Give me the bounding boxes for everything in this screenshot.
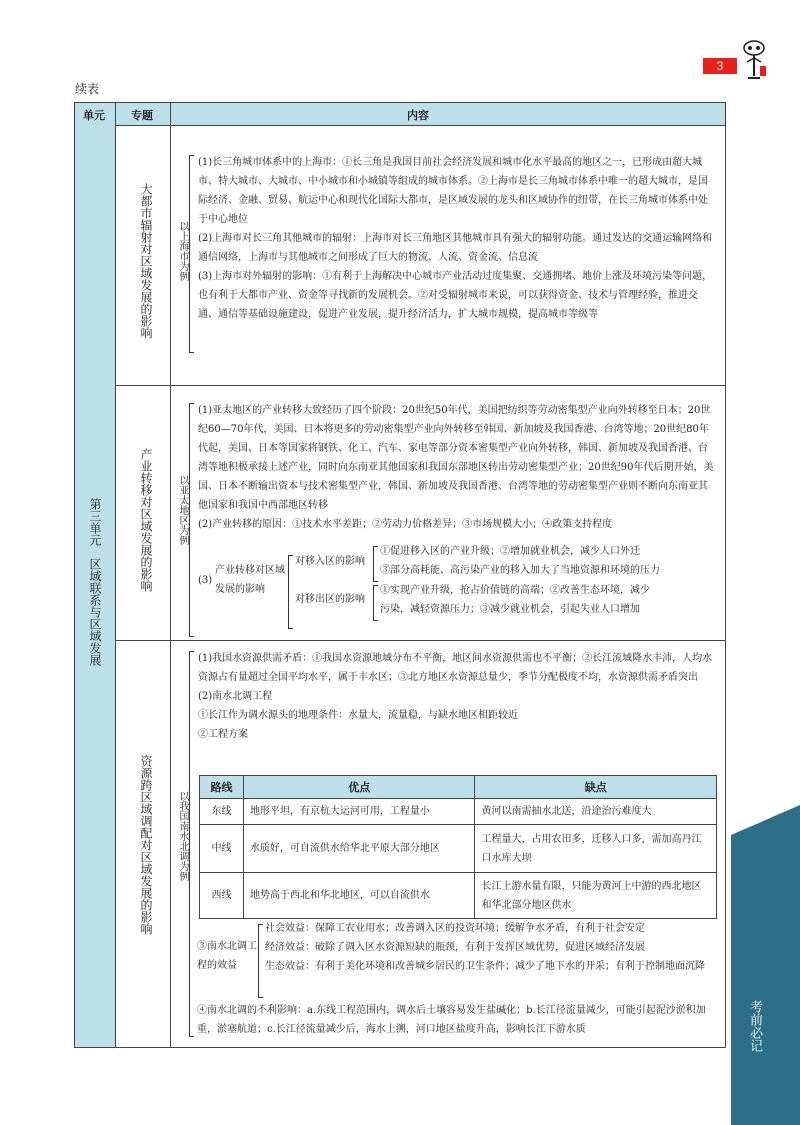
list-item: ①实现产业升级，抢占价值链的高端；②改善生态环境，减少 [380,585,650,596]
unit-name: 第三单元 区域联系与区域发展 [88,498,102,666]
out-items [380,581,710,619]
paragraph: (2)南水北调工程 [198,691,273,702]
paragraph: (1)我国水资源供需矛盾：①我国水资源地域分布不平衡，地区间水资源供需也不平衡；②长江流域降水丰沛，人均水资源占有量超过全国平均水平，属于丰水区；③北方地区水资源总量少，季节分配极度不均，水资源供需矛盾突出 [198,653,713,683]
paragraph: (2)上海市对长三角其他城市的辐射：上海市对长三角地区其他城市具有强大的辐射功能。通过发达的交通运输网络和通信网络，上海市与其他城市之间形成了巨大的物流、人流、资金流、信息流 [198,233,713,263]
paragraph: ②工程方案 [198,729,248,740]
table-header [75,103,725,126]
route-name: 西线 [200,873,244,919]
in-items [380,542,710,580]
cons-header: 缺点 [475,776,717,799]
route-pros: 水质好，可自流供水给华北平原大部分地区 [243,825,475,873]
section-1-example: 以上海市为例 [177,221,188,281]
paragraph: (1)亚太地区的产业转移大致经历了四个阶段：20世纪50年代，美国把纺织等劳动密集型产业向外转移至日本；20世纪60—70年代，美国、日本将更多的劳动密集型产业向外转移至韩国、新加坡及我国香港、台湾等地；20世纪80年代起，美国、日本等国家将钢铁、化工、汽车、家电等部分资本密集型产业向外转移，韩国、新加坡及我国香港、台湾等地积极承接上述产业，同时向东南亚其他国家和我国东部地区转出劳动密集型产业；20世纪90年代后期开始，美国、日本不断输出资本与技术密集型产业，韩国、新加坡及我国香港、台湾等地的劳动密集型产业则不断向东南亚其他国家和我国中西部地区转移 [198,405,714,511]
section-1-content [198,153,716,324]
mascot-icon [738,38,778,82]
route-pros: 地势高于西北和华北地区，可以自流供水 [243,873,475,919]
route-cons: 黄河以南需抽水北送，沿途治污难度大 [475,799,717,825]
table-row [200,799,717,825]
impact-title: 产业转移对区域发展的影响 [215,565,285,595]
route-name: 中线 [200,825,244,873]
route-cons: 长江上游水量有限，只能为黄河上中游的西北地区和华北部分地区供水 [475,873,717,919]
drawbacks: ④南水北调的不利影响：a.东线工程范围内，调水后土壤容易发生盐碱化；b.长江径流量减少，可能引起泥沙淤积加重，淤塞航道；c.长江径流量减少后，海水上溯，河口地区盐度升高，影响长江下游水质 [197,1005,706,1035]
out-label: 对移出区的影响 [295,594,365,605]
impact-label: (3) [198,575,213,586]
list-item: 社会效益：保障工农业用水；改善调入区的投资环境；缓解争水矛盾，有利于社会安定 [265,923,645,934]
paragraph: (2)产业转移的原因：①技术水平差距；②劳动力价格差异；③市场规模大小；④政策支持程度 [198,519,613,530]
list-item: ③部分高耗能、高污染产业的移入加大了当地资源和环境的压力 [380,565,660,576]
table-row [200,873,717,919]
paragraph: ①长江作为调水源头的地理条件：水量大，流量稳，与缺水地区相距较近 [198,710,518,721]
route-cons: 工程量大，占用农田多，迁移人口多，需加高丹江口水库大坝 [475,825,717,873]
table-row [200,825,717,873]
in-label: 对移入区的影响 [295,556,365,567]
section-2-content [198,401,716,534]
list-item: 生态效益：有利于美化环境和改善城乡居民的卫生条件；减少了地下水的开采；有利于控制地面沉降 [265,961,705,972]
header-topic: 专题 [131,109,153,122]
section-2-topic: 产业转移对区域发展的影响 [139,448,153,592]
section-3-example: 以我国南水北调为例 [177,791,188,881]
side-tab-label: 考前必记 [747,1000,762,1052]
header-unit: 单元 [83,109,105,122]
pros-header: 优点 [243,776,475,799]
paragraph: (1)长三角城市体系中的上海市：①长三角是我国目前社会经济发展和城市化水平最高的地区之一，已形成由超大城市、特大城市、大城市、中小城市和小城镇等组成的城市体系。②上海市是长三角城市体系中唯一的超大城市，是国际经济、金融、贸易、航运中心和现代化国际大都市，是区域发展的龙头和区域协作的纽带，在长三角城市体系中处于中心地位 [198,157,708,225]
section-2-example: 以亚太地区为例 [177,475,188,545]
list-item: 经济效益：破除了调入区水资源短缺的瓶颈，有利于发挥区域优势，促进区域经济发展 [265,942,645,953]
side-tab [731,805,800,1125]
list-item: ①促进移入区的产业升级；②增加就业机会，减少人口外迁 [380,546,640,557]
route-pros: 地形平坦，有京杭大运河可用，工程量小 [243,799,475,825]
route-table [199,775,717,919]
header-content: 内容 [407,109,429,122]
section-3-topic: 资源跨区域调配对区域发展的影响 [139,755,153,935]
page-number: 3 [703,58,737,74]
section-3-content [198,649,716,744]
continued-label: 续表 [75,82,100,96]
list-item: 污染，减轻资源压力；③减少就业机会，引起失业人口增加 [380,604,640,615]
route-header: 路线 [200,776,244,799]
benefits-label: ③南水北调工程的效益 [197,941,257,971]
section-1-topic: 大都市辐射对区域发展的影响 [139,183,153,339]
route-name: 东线 [200,799,244,825]
benefits-list [265,919,717,976]
paragraph: (3)上海市对外辐射的影响：①有利于上海解决中心城市产业活动过度集聚、交通拥堵、地价上涨及环境污染等问题，也有利于大都市产业、资金等寻找新的发展机会。②对受辐射城市来说，可以获得资金、技术与管理经验，推进交通、通信等基础设施建设，促进产业发展，提升经济活力，扩大城市规模，提高城市等级等 [198,271,713,320]
